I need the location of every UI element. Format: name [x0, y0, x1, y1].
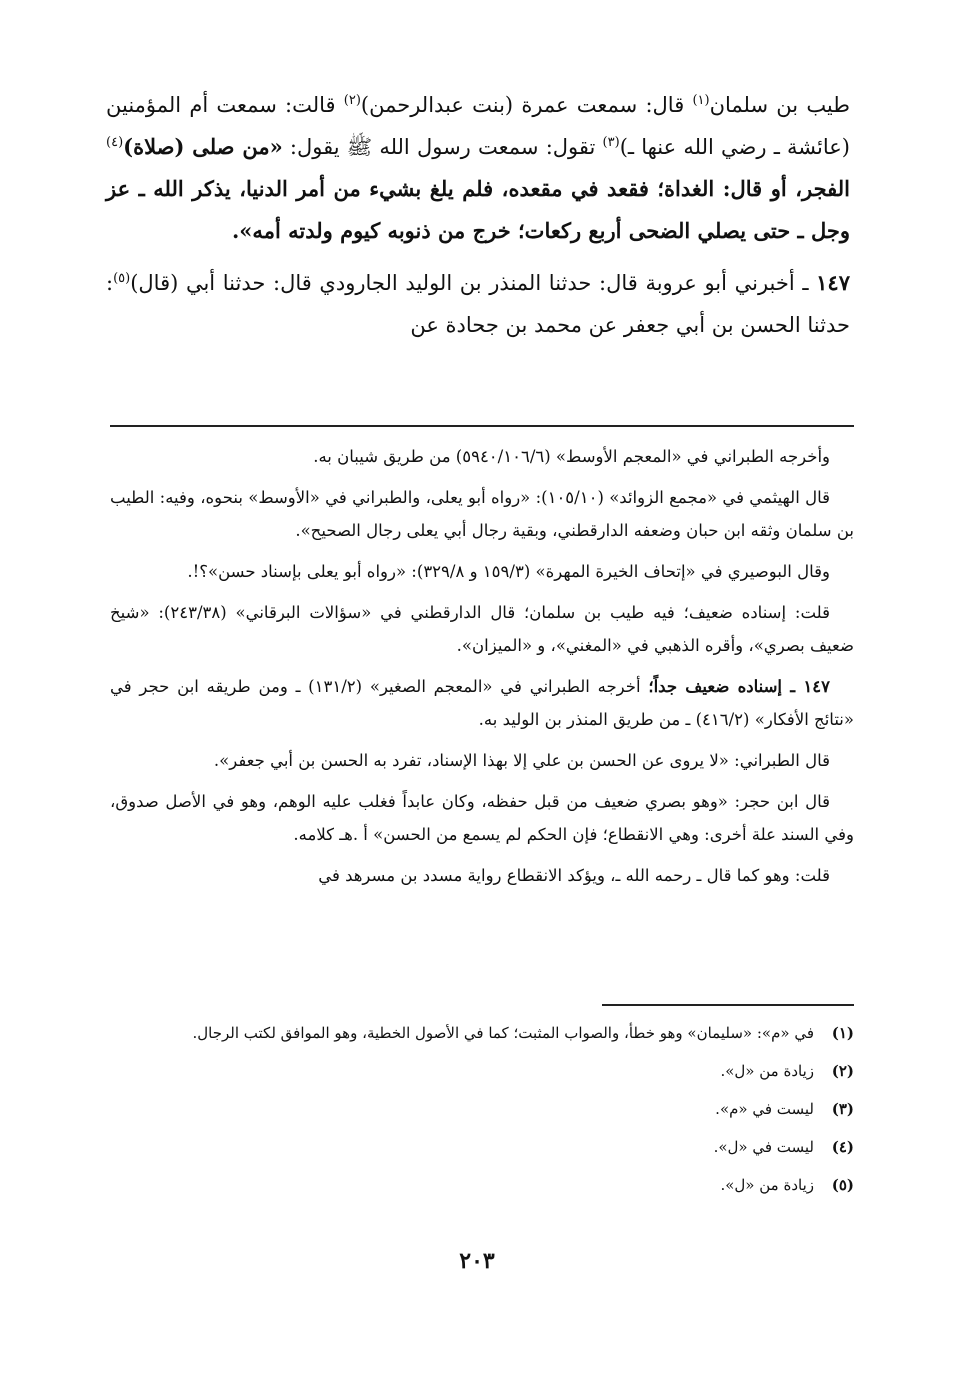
footnote-ref-2: (٢) [343, 93, 361, 108]
footnote-ref-3: (٣) [602, 135, 620, 150]
note-paragraph: قال الطبراني: «لا يروى عن الحسن بن علي إلا بهذا الإسناد، تفرد به الحسن بن أبي جعفر». [213, 751, 830, 770]
footnote-item [110, 1056, 854, 1086]
hadith-text: الفجر، أو قال: الغداة؛ فقعد في مقعده، فلم يلغ بشيء من أمر الدنيا، يذكر الله ـ عز وجل ـ حتى يصلي الضحى أربع ركعات؛ خرج من ذنوبه كيوم ولدته أمه». [106, 176, 850, 243]
text-run: أخرجه الطبراني في «المعجم الصغير» (١٣١/٢) ـ ومن طريقه ابن حجر في «نتائج الأفكار» (٤١٦/٢) ـ من طريق المنذر بن الوليد به. [110, 677, 854, 729]
note-paragraph: قلت: وهو كما قال ـ رحمه الله ـ، ويؤكد الانقطاع رواية مسدد بن مسرهد في [318, 866, 830, 885]
separator-rule [110, 425, 854, 427]
footnote-text: ليست في «م». [715, 1100, 814, 1118]
note-paragraph: قال الهيثمي في «مجمع الزوائد» (١٠٥/١٠): «رواه أبو يعلى، والطبراني في «الأوسط» بنحوه، وفيه: الطيب بن سلمان وثقه ابن حبان وضعفه الدارقطني، وبقية رجال أبي يعلى رجال الصحيح». [110, 488, 854, 540]
note-paragraph: قال ابن حجر: «وهو بصري ضعيف من قبل حفظه، وكان عابداً فغلب عليه الوهم، وهو في الأصل صدوق، وفي السند علة أخرى: وهي الانقطاع؛ فإن الحكم لم يسمع من الحسن» أ .هـ كلامه. [110, 792, 854, 844]
footnote-text: ليست في «ل». [713, 1138, 814, 1156]
footnote-ref-4: (٤) [106, 135, 124, 150]
note-paragraph: قلت: إسناده ضعيف؛ فيه طيب بن سلمان؛ قال الدارقطني في «سؤالات البرقاني» (٢٤٣/٣٨): «شيخ ضعيف بصري»، وأقره الذهبي في «المغني»، و «الميزان». [110, 603, 854, 655]
text-run: قال: سمعت عمرة (بنت عبدالرحمن) [360, 93, 693, 117]
footnotes [110, 1018, 854, 1208]
paragraph-gap [106, 252, 850, 262]
main-text [106, 84, 850, 346]
footnote-item [110, 1018, 854, 1048]
commentary-notes [110, 440, 854, 900]
footnote-number: (٣) [831, 1100, 854, 1118]
footnote-text: زيادة من «ل». [720, 1062, 814, 1080]
page-number: ٢٠٣ [459, 1248, 495, 1274]
footnote-number: (١) [831, 1024, 854, 1042]
footnote-ref-5: (٥) [113, 271, 131, 286]
footnote-item [110, 1170, 854, 1200]
footnote-text: في «م»: «سليمان» وهو خطأ، والصواب المثبت؛ كما في الأصول الخطية، وهو الموافق لكتب الرجال. [192, 1024, 814, 1042]
text-run: قالت: سمعت أم المؤمنين (عائشة ـ رضي الله عنها ـ) [106, 93, 851, 159]
footnote-ref-1: (١) [692, 93, 710, 108]
footnote-item [110, 1132, 854, 1162]
text-run: طيب بن سلمان [709, 93, 850, 117]
footnote-text: زيادة من «ل». [720, 1176, 814, 1194]
footnote-number: (٢) [831, 1062, 854, 1080]
footnote-number: (٤) [831, 1138, 854, 1156]
text-run: : حدثنا الحسن بن أبي جعفر عن محمد بن جحادة عن [106, 271, 850, 337]
grading-text: ـ إسناده ضعيف جداً؛ [648, 677, 804, 696]
paragraph-146-continuation [106, 84, 850, 252]
footnote-item [110, 1094, 854, 1124]
hadith-text: «من صلى (صلاة) [123, 134, 283, 159]
text-run: تقول: سمعت رسول الله ﷺ يقول: [282, 135, 603, 159]
hadith-number: ١٤٧ [816, 270, 850, 295]
footnote-number: (٥) [831, 1176, 854, 1194]
hadith-number: ١٤٧ [803, 677, 830, 696]
note-paragraph: وقال البوصيري في «إتحاف الخيرة المهرة» (١٥٩/٣ و ٣٢٩/٨): «رواه أبو يعلى بإسناد حسن»؟!. [187, 562, 830, 581]
note-paragraph: وأخرجه الطبراني في «المعجم الأوسط» (٥٩٤٠/١٠٦/٦) من طريق شيبان به. [313, 447, 830, 466]
note-paragraph-147 [110, 670, 854, 736]
paragraph-147 [106, 262, 850, 346]
text-run: ـ أخبرني أبو عروبة قال: حدثنا المنذر بن الوليد الجارودي قال: حدثنا أبي (قال) [130, 271, 817, 295]
footnote-rule [602, 1004, 854, 1006]
